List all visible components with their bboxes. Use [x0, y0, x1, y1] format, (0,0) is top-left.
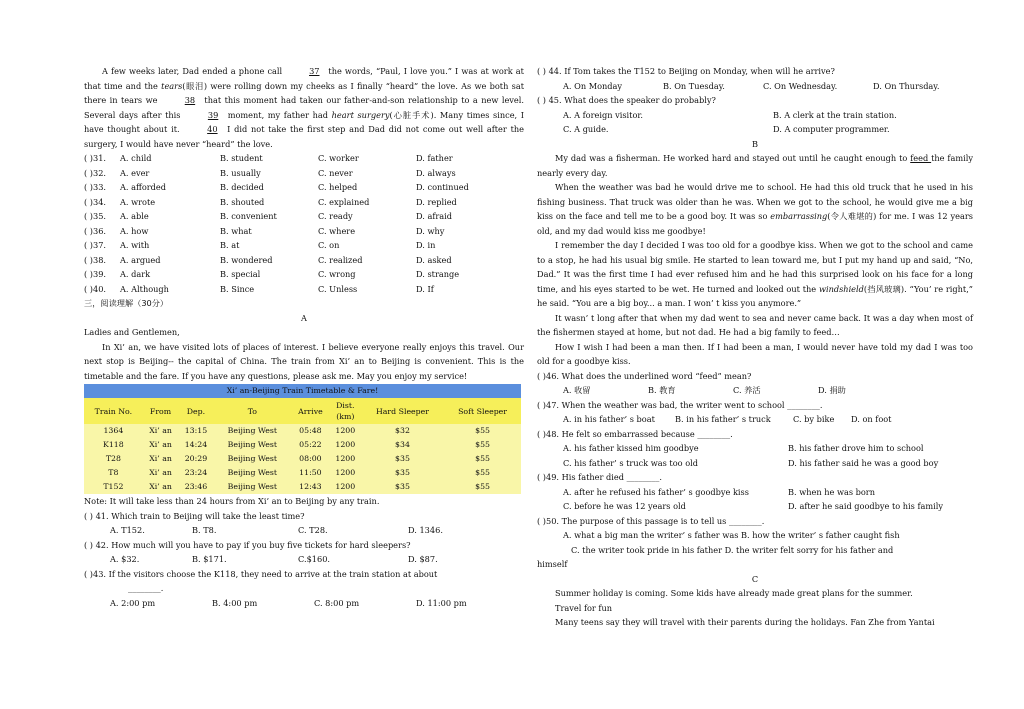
text: A few weeks later, Dad ended a phone call [102, 66, 286, 76]
option: B. T8. [192, 525, 217, 535]
table-cell: Beijing West [214, 466, 292, 480]
option: B. 4:00 pm [212, 597, 258, 608]
table-cell: 1200 [330, 424, 361, 438]
option: A. child [120, 153, 152, 163]
option: D. On Thursday. [873, 80, 940, 91]
greeting: Ladies and Gentlemen, [84, 327, 180, 337]
option: D. 1346. [408, 525, 443, 535]
option: A. A foreign visitor. [563, 109, 643, 120]
table-cell: 1200 [330, 466, 361, 480]
table-cell: Xi’ an [143, 424, 179, 438]
table-cell: 1200 [330, 438, 361, 452]
question-number: ( )34. [84, 196, 107, 207]
option: C. A guide. [563, 124, 609, 134]
option: A. dark [120, 269, 151, 279]
question-number: ( )32. [84, 167, 107, 178]
option: B. his father drove him to school [788, 443, 924, 453]
option: D. If [416, 283, 434, 294]
option: B. A clerk at the train station. [773, 109, 897, 120]
option: A. $32. [110, 554, 140, 564]
cloze-option-row [84, 267, 524, 282]
option: B. what [220, 225, 252, 236]
option: D. on foot [851, 414, 892, 424]
option: D. why [416, 225, 445, 236]
option: C. Unless [318, 283, 358, 294]
option: B. student [220, 153, 263, 163]
option: C. by bike [793, 414, 835, 424]
option: A. 收留 [563, 385, 591, 395]
question-43: ( )43. If the visitors choose the K118, they need to arrive at the train station at about [84, 568, 438, 579]
table-cell: 1200 [330, 480, 361, 494]
table-cell: $55 [444, 452, 521, 466]
option: A. argued [120, 254, 161, 265]
option: C. worker [318, 153, 359, 163]
option: C. helped [318, 182, 358, 192]
question-48: ( )48. He felt so embarrassed because ________. [537, 428, 733, 439]
option: A. in his father’ s boat [563, 414, 655, 424]
option: D. after he said goodbye to his family [788, 501, 944, 511]
option: A. Although [120, 283, 169, 294]
question-number: ( )40. [84, 283, 107, 294]
table-cell: 14:24 [178, 438, 213, 452]
question-47-options [537, 412, 973, 427]
cloze-option-row [84, 166, 524, 181]
option: C. ready [318, 211, 353, 221]
option: C. T28. [298, 525, 328, 535]
table-cell: 11:50 [291, 466, 330, 480]
passage-b-letter: B [751, 138, 759, 149]
table-cell: K118 [84, 438, 143, 452]
option: A. T152. [110, 525, 145, 535]
table-cell: Beijing West [214, 452, 292, 466]
left-column [84, 64, 524, 610]
option: B. convenient [220, 211, 277, 221]
table-cell: T8 [84, 466, 143, 480]
table-header: To [214, 398, 292, 424]
option: B. special [220, 269, 261, 279]
cloze-option-row [84, 238, 524, 253]
option: B. in his father’ s truck [675, 414, 771, 424]
option: C.$160. [298, 554, 331, 564]
table-cell: 08:00 [291, 452, 330, 466]
option: D. strange [416, 269, 460, 279]
text: the family nearly every day. [537, 153, 973, 178]
passage-a-text: In Xi’ an, we have visited lots of places of interest. I believe everyone really enjoys this travel. Our next stop is Beijing-- the capital of China. The train from Xi’ an to Beijing is convenient. This is the timetable and the fare. If you have any questions, please ask me. May you enjoy my service! [84, 341, 524, 381]
table-row [84, 480, 521, 494]
option: B. usually [220, 167, 261, 178]
right-column [537, 64, 973, 630]
option: A. able [120, 211, 149, 221]
cloze-blank: 37 [309, 66, 320, 76]
question-number: ( )35. [84, 211, 107, 221]
question-46-options [537, 383, 973, 398]
passage-b-p1 [537, 151, 973, 180]
table-header: Dist. (km) [330, 398, 361, 424]
table-cell: $35 [361, 466, 444, 480]
option: A. 2:00 pm [110, 597, 156, 608]
text: My dad was a fisherman. He worked hard and stayed out until he caught enough to [555, 153, 911, 163]
timetable-note: Note: It will take less than 24 hours from Xi’ an to Beijing by any train. [84, 496, 380, 506]
timetable-title: Xi’ an-Beijing Train Timetable & Fare! [84, 384, 521, 398]
option: C. 8:00 pm [314, 597, 360, 608]
option: D. his father said he was a good boy [788, 457, 939, 468]
table-cell: 13:15 [178, 424, 213, 438]
question-42: ( ) 42. How much will you have to pay if you buy five tickets for hard sleepers? [84, 539, 411, 550]
text: moment, my father had [224, 109, 332, 120]
cloze-option-row [84, 209, 524, 224]
question-47: ( )47. When the weather was bad, the writer went to school ________. [537, 399, 823, 410]
option: A. with [120, 240, 150, 250]
option: B. Since [220, 283, 255, 294]
passage-b-p5: How I wish I had been a man then. If I had been a man, I would never have told my dad I was too old for a goodbye kiss. [537, 341, 973, 366]
table-row [84, 466, 521, 480]
table-cell: 1364 [84, 424, 143, 438]
table-cell: 05:22 [291, 438, 330, 452]
passage-b-p3 [537, 238, 973, 311]
option: C. his father’ s truck was too old [563, 457, 698, 468]
cloze-passage-end [84, 64, 524, 151]
table-cell: Beijing West [214, 438, 292, 452]
question-49-options [537, 485, 973, 514]
text: I remember the day I decided I was too old for a goodbye kiss. When we got to the school and came to a stop, he had his usual big smile. He started to lean toward me, but I put my hand up and said, “No, Dad.” It was the first time I had ever refused him and he had this surprised look on his face for a long time, and his eyes started to be wet. He turned and looked out the [537, 240, 973, 294]
question-50-line3: himself [537, 559, 568, 569]
table-cell: 05:48 [291, 424, 330, 438]
question-number: ( )36. [84, 225, 107, 236]
text: that this moment had taken our father-and-son relationship to a new level. Several days after this [84, 95, 524, 120]
cloze-blank: 40 [207, 124, 218, 134]
table-cell: $35 [361, 480, 444, 494]
table-cell: $35 [361, 452, 444, 466]
table-cell: T152 [84, 480, 143, 494]
italic-word: tears [161, 80, 183, 91]
table-cell: Beijing West [214, 424, 292, 438]
option: C. wrong [318, 269, 356, 279]
question-45-options [537, 108, 973, 137]
question-42-options [84, 552, 524, 567]
table-header: Dep. [178, 398, 213, 424]
passage-b-p2 [537, 180, 973, 238]
option: D. $87. [408, 554, 438, 564]
option: A. ever [120, 167, 150, 178]
option: B. wondered [220, 254, 273, 265]
table-cell: $34 [361, 438, 444, 452]
question-50-line2: C. the writer took pride in his father D. the writer felt sorry for his father and [571, 544, 894, 555]
question-41-options [84, 523, 524, 538]
table-cell: 23:24 [178, 466, 213, 480]
underlined-word: feed [910, 153, 932, 163]
question-45: ( ) 45. What does the speaker do probably? [537, 95, 716, 105]
question-43-options [84, 596, 524, 611]
cloze-option-row [84, 180, 524, 195]
option: B. when he was born [788, 486, 875, 497]
table-cell: 1200 [330, 452, 361, 466]
option: D. 捐助 [818, 385, 846, 395]
text: (眼泪) were rolling down my cheeks as I finally “heard” the love. As we both sat there in tears we [84, 80, 524, 105]
text: the words, “Paul, I love you.” I was at work at that time and the [84, 66, 524, 91]
text: I did not take the first step and Dad did not come out well after the surgery, I would have never “heard” the love. [84, 124, 524, 149]
option: D. 11:00 pm [416, 597, 467, 608]
question-50-line1: A. what a big man the writer’ s father was B. how the writer’ s father caught fish [563, 530, 900, 540]
option: D. continued [416, 182, 469, 192]
question-43-cont: ________. [128, 583, 164, 593]
question-number: ( )39. [84, 269, 107, 279]
table-cell: $55 [444, 438, 521, 452]
passage-b-p4: It wasn’ t long after that when my dad went to sea and never came back. It was a day when most of the fishermen stayed at home, but not dad. He had a big family to feed… [537, 312, 973, 337]
question-50: ( )50. The purpose of this passage is to tell us ________. [537, 515, 765, 526]
option: A. On Monday [563, 80, 623, 91]
cloze-blank: 39 [207, 109, 219, 120]
option: B. 教育 [648, 385, 676, 395]
option: D. father [416, 153, 453, 163]
option: A. wrote [120, 196, 156, 207]
italic-word: embarrassing [770, 211, 828, 221]
option: C. on [318, 240, 340, 250]
passage-c-subheading: Travel for fun [555, 602, 613, 613]
question-49: ( )49. His father died ________. [537, 472, 662, 482]
option: B. $171. [192, 554, 227, 564]
table-cell: $55 [444, 466, 521, 480]
option: D. A computer programmer. [773, 124, 890, 134]
question-44: ( ) 44. If Tom takes the T152 to Beijing on Monday, when will he arrive? [537, 66, 835, 76]
text: (挡风玻璃). “You’ re right,” he said. “You are a big boy... a man. I won’ t kiss you anymore.” [537, 283, 973, 308]
option: B. shouted [220, 196, 265, 207]
passage-c-p1: Summer holiday is coming. Some kids have already made great plans for the summer. [555, 588, 913, 598]
table-cell: $32 [361, 424, 444, 438]
question-44-options [537, 79, 973, 94]
cloze-option-row [84, 151, 524, 166]
text: (心脏手术). Many times since, I have thought about it. [84, 109, 524, 134]
option: C. realized [318, 254, 363, 265]
table-cell: Xi’ an [143, 438, 179, 452]
option: D. replied [416, 196, 457, 207]
section-title: 三，阅读理解（30分） [84, 298, 169, 308]
option: C. where [318, 225, 356, 236]
cloze-option-row [84, 224, 524, 239]
train-timetable [84, 384, 521, 494]
question-46: ( )46. What does the underlined word “feed” mean? [537, 370, 752, 381]
option: C. explained [318, 196, 370, 207]
cloze-option-row [84, 195, 524, 210]
passage-c-p2: Many teens say they will travel with their parents during the holidays. Fan Zhe from Yantai [555, 617, 935, 627]
table-row [84, 452, 521, 466]
table-header: Soft Sleeper [444, 398, 521, 424]
cloze-blank: 38 [184, 95, 196, 105]
question-number: ( )38. [84, 254, 107, 265]
option: C. On Wednesday. [763, 80, 838, 91]
option: C. before he was 12 years old [563, 501, 686, 511]
table-header: Arrive [291, 398, 330, 424]
italic-word: heart surgery [331, 109, 390, 120]
question-number: ( )33. [84, 182, 107, 192]
table-cell: Xi’ an [143, 480, 179, 494]
table-cell: 20:29 [178, 452, 213, 466]
option: D. always [416, 167, 456, 178]
passage-c-letter: C [751, 573, 759, 584]
text: When the weather was bad he would drive me to school. He had this old truck that he used in his fishing business. That truck was older than he was. When we got to the school, he would give me a big kiss on the face and tell me to be a good boy. It was so [537, 182, 973, 221]
table-cell: Xi’ an [143, 466, 179, 480]
table-header: From [143, 398, 179, 424]
text: (令人难堪的) for me. I was 12 years old, and my dad would kiss me goodbye! [537, 211, 973, 236]
option: A. afforded [120, 182, 166, 192]
table-cell: 23:46 [178, 480, 213, 494]
table-cell: Xi’ an [143, 452, 179, 466]
table-cell: Beijing West [214, 480, 292, 494]
option: C. never [318, 167, 353, 178]
option: D. afraid [416, 211, 453, 221]
cloze-option-row [84, 282, 524, 297]
question-48-options [537, 441, 973, 470]
table-cell: $55 [444, 424, 521, 438]
option: A. after he refused his father’ s goodbye kiss [563, 486, 749, 497]
cloze-options [84, 151, 524, 296]
italic-word: windshield [818, 283, 864, 294]
table-cell: $55 [444, 480, 521, 494]
option: D. asked [416, 254, 452, 265]
option: B. at [220, 240, 240, 250]
option: C. 养活 [733, 385, 761, 395]
table-row [84, 424, 521, 438]
passage-a-letter: A [301, 312, 307, 323]
option: D. in [416, 240, 436, 250]
question-41: ( ) 41. Which train to Beijing will take the least time? [84, 510, 305, 521]
option: A. how [120, 225, 149, 236]
question-number: ( )37. [84, 240, 107, 250]
option: B. On Tuesday. [663, 80, 725, 91]
table-row [84, 438, 521, 452]
table-cell: 12:43 [291, 480, 330, 494]
option: A. his father kissed him goodbye [563, 443, 699, 453]
table-cell: T28 [84, 452, 143, 466]
cloze-option-row [84, 253, 524, 268]
question-number: ( )31. [84, 153, 107, 163]
option: B. decided [220, 182, 264, 192]
table-header: Hard Sleeper [361, 398, 444, 424]
table-header: Train No. [84, 398, 143, 424]
